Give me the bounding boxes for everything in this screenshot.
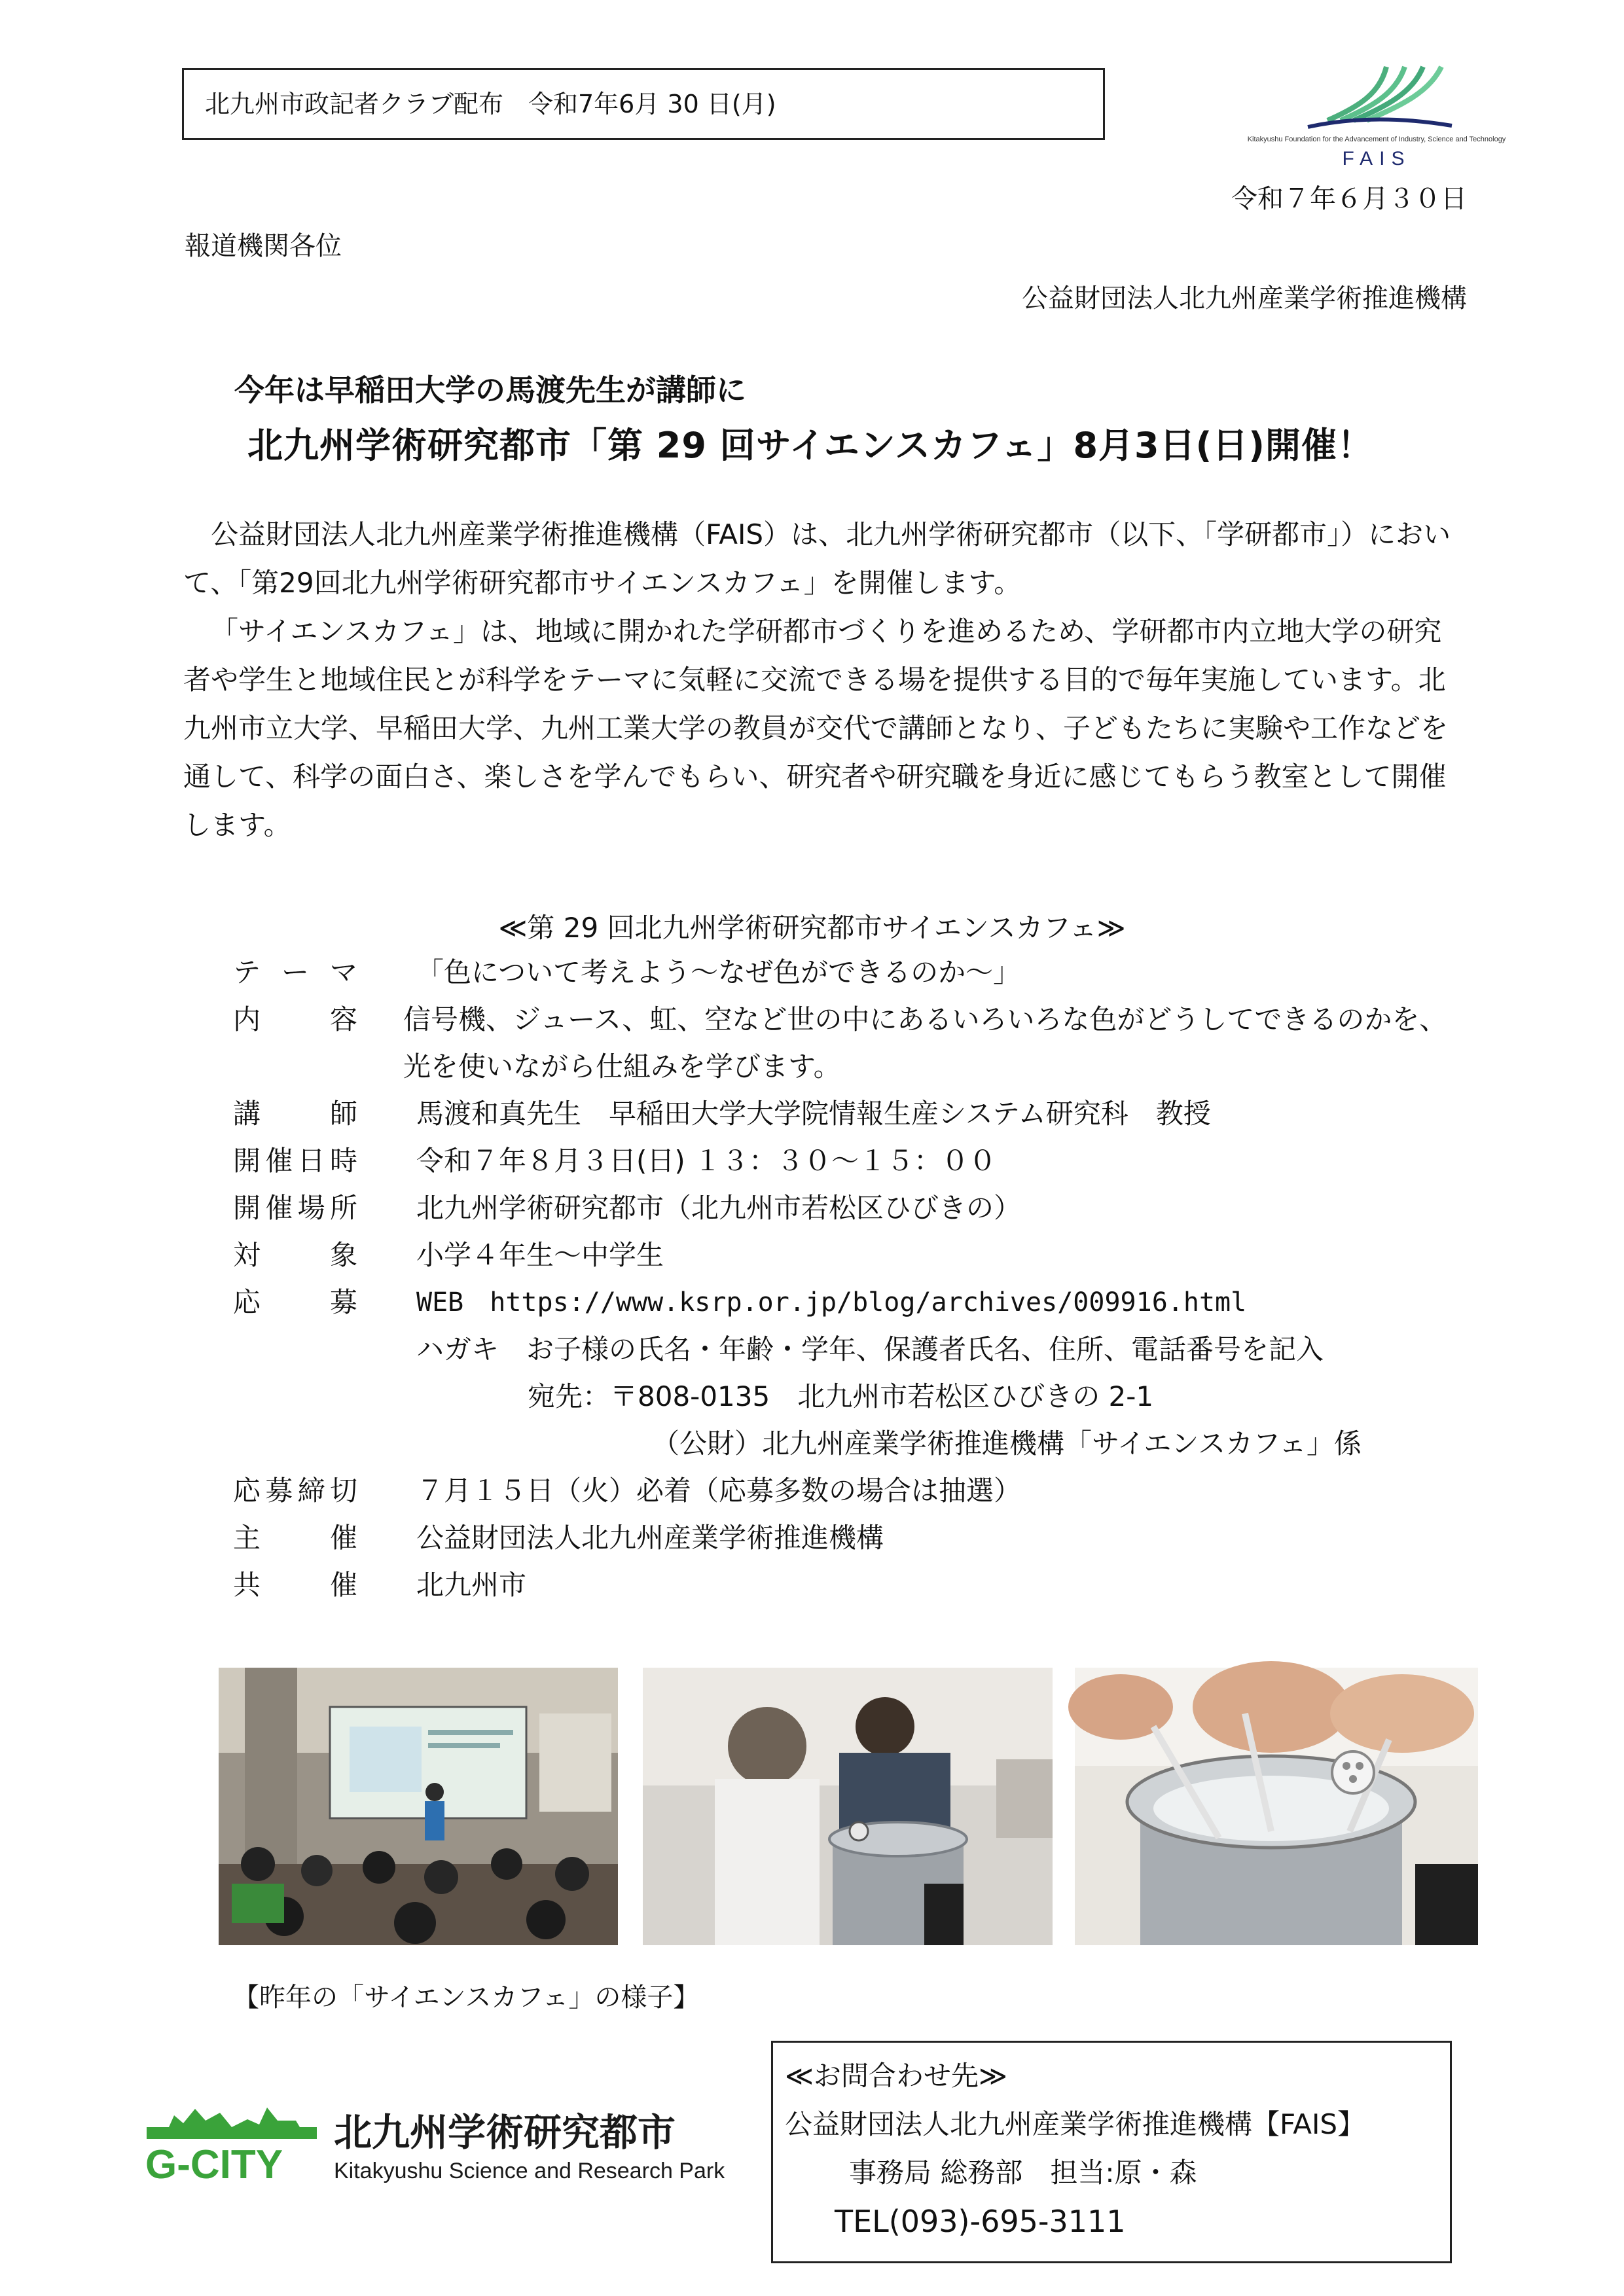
contact-tel[interactable]: TEL(093)-695-3111 bbox=[835, 2204, 1126, 2239]
detail-row-apply bbox=[233, 1279, 1464, 1326]
contact-org: 公益財団法人北九州産業学術推進機構【FAIS】 bbox=[785, 2108, 1365, 2140]
fais-logo bbox=[1247, 60, 1506, 171]
detail-value: 馬渡和真先生 早稲田大学大学院情報生産システム研究科 教授 bbox=[416, 1098, 1211, 1130]
detail-row-address bbox=[233, 1373, 1464, 1420]
detail-label: テーマ bbox=[233, 956, 357, 988]
document-date: 令和７年６月３０日 bbox=[1231, 184, 1467, 214]
detail-row-deadline bbox=[233, 1467, 1464, 1515]
detail-value: 北九州市 bbox=[416, 1569, 527, 1601]
gcity-english: Kitakyushu Science and Research Park bbox=[334, 2159, 725, 2183]
detail-row-postcard bbox=[233, 1326, 1464, 1373]
gcity-mark-text: G-CITY bbox=[145, 2142, 283, 2187]
detail-label: 開催日時 bbox=[233, 1145, 357, 1177]
detail-value: 「色について考えよう～なぜ色ができるのか～」 bbox=[416, 956, 1021, 988]
detail-value: 令和７年８月３日(日) １３：３０～１５：００ bbox=[416, 1145, 997, 1177]
apply-web-url[interactable]: WEB https://www.ksrp.or.jp/blog/archives/009916.html bbox=[416, 1287, 1247, 1318]
detail-row-lecturer bbox=[233, 1090, 1464, 1138]
detail-row-datetime bbox=[233, 1138, 1464, 1185]
detail-row-addressee bbox=[233, 1420, 1464, 1467]
detail-label: 共催 bbox=[233, 1569, 357, 1601]
photo-caption: 【昨年の「サイエンスカフェ」の様子】 bbox=[233, 1982, 700, 2013]
gcity-name: 北九州学術研究都市 bbox=[334, 2110, 676, 2155]
fais-logo-small-text: Kitakyushu Foundation for the Advancement of Industry, Science and Technology bbox=[1247, 135, 1506, 143]
fais-logo-text: FAIS bbox=[1342, 148, 1411, 170]
detail-value: ７月１５日（火）必着（応募多数の場合は抽選） bbox=[416, 1475, 1022, 1507]
detail-label: 講師 bbox=[233, 1098, 357, 1130]
detail-row-theme bbox=[233, 949, 1464, 996]
detail-label: 開催場所 bbox=[233, 1192, 357, 1224]
photo-stainless-pot bbox=[1075, 1668, 1478, 1945]
contact-box bbox=[771, 2041, 1452, 2263]
detail-value: （公財）北九州産業学術推進機構「サイエンスカフェ」係 bbox=[652, 1427, 1362, 1460]
photo-experiment bbox=[643, 1668, 1053, 1945]
subheading: 今年は早稲田大学の馬渡先生が講師に bbox=[234, 372, 746, 408]
detail-row-cosponsor bbox=[233, 1562, 1464, 1609]
press-club-note: 北九州市政記者クラブ配布 令和7年6月 30 日(月) bbox=[182, 68, 1105, 140]
detail-label: 主催 bbox=[233, 1522, 357, 1554]
detail-row-target bbox=[233, 1232, 1464, 1279]
detail-label: 応募 bbox=[233, 1286, 357, 1318]
body-paragraph-2: 「サイエンスカフェ」は、地域に開かれた学研都市づくりを進めるため、学研都市内立地大学の研究者や学生と地域住民とが科学をテーマに気軽に交流できる場を提供する目的で毎年実施しています。北九州市立大学、早稲田大学、九州工業大学の教員が交代で講師となり、子どもたちに実験や工作などを通して、科学の面白さ、楽しさを学んでもらい、研究者や研究職を身近に感じてもらう教室として開催します。 bbox=[183, 615, 1449, 841]
sender: 公益財団法人北九州産業学術推進機構 bbox=[1022, 283, 1467, 314]
contact-dept: 事務局 総務部 担当:原・森 bbox=[849, 2157, 1197, 2189]
event-details bbox=[233, 949, 1464, 1609]
detail-row-venue bbox=[233, 1185, 1464, 1232]
recipient: 報道機関各位 bbox=[185, 231, 342, 261]
body-paragraph-1: 公益財団法人北九州産業学術推進機構（FAIS）は、北九州学術研究都市（以下、「学研都市」）において、「第29回北九州学術研究都市サイエンスカフェ」を開催します。 bbox=[183, 518, 1451, 599]
detail-value: 信号機、ジュース、虹、空など世の中にあるいろいろな色がどうしてできるのかを、光を使いながら仕組みを学びます。 bbox=[403, 1003, 1447, 1083]
photo-lecture-hall bbox=[219, 1668, 618, 1945]
headline: 北九州学術研究都市「第 29 回サイエンスカフェ」8月3日(日)開催！ bbox=[247, 425, 1373, 466]
gcity-logo bbox=[143, 2101, 732, 2212]
event-title: ≪第 29 回北九州学術研究都市サイエンスカフェ≫ bbox=[498, 912, 1126, 944]
detail-value: ハガキ お子様の氏名・年齢・学年、保護者氏名、住所、電話番号を記入 bbox=[416, 1333, 1324, 1365]
detail-row-content bbox=[233, 996, 1464, 1090]
detail-value: 北九州学術研究都市（北九州市若松区ひびきの） bbox=[416, 1192, 1022, 1224]
detail-value: 公益財団法人北九州産業学術推進機構 bbox=[416, 1522, 884, 1554]
body-text bbox=[183, 511, 1453, 850]
detail-value: 小学４年生～中学生 bbox=[416, 1239, 664, 1271]
detail-label: 対象 bbox=[233, 1239, 357, 1271]
detail-label: 内容 bbox=[233, 1003, 357, 1035]
detail-row-organizer bbox=[233, 1515, 1464, 1562]
detail-label: 応募締切 bbox=[233, 1475, 357, 1507]
contact-title: ≪お問合わせ先≫ bbox=[785, 2060, 1007, 2092]
detail-value: 宛先：〒808-0135 北九州市若松区ひびきの 2-1 bbox=[528, 1380, 1154, 1412]
